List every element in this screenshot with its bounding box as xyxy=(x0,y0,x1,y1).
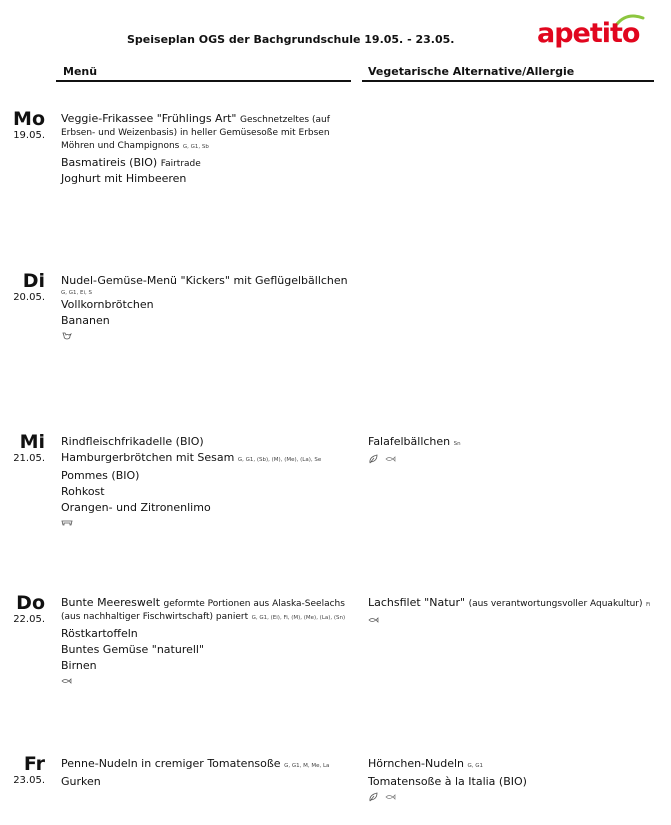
fish-icon xyxy=(385,794,396,800)
dish-allergens: G, G1, Ei, S xyxy=(61,290,93,296)
dish-icons xyxy=(61,330,351,342)
dish-name: Basmatireis (BIO) xyxy=(61,156,158,169)
dish-allergens: G, G1, (Sb), (M), (Me), (La), Se xyxy=(237,457,322,463)
dish xyxy=(61,273,351,297)
column-rule-menu xyxy=(56,80,351,82)
dish xyxy=(61,113,351,153)
menu-cell xyxy=(61,111,351,187)
logo-text: apetito xyxy=(537,18,640,49)
cow-icon xyxy=(61,519,73,527)
dish: Rindfleischfrikadelle (BIO) xyxy=(61,435,204,448)
fish-icon xyxy=(61,678,72,684)
dish-name: Nudel-Gemüse-Menü "Kickers" mit Geflügelbällchen xyxy=(61,274,348,287)
dish: Buntes Gemüse "naturell" xyxy=(61,643,205,656)
day-abbr: Mi xyxy=(19,431,45,453)
veg-cell xyxy=(368,756,658,803)
day-abbr: Fr xyxy=(23,753,45,775)
dish: Pommes (BIO) xyxy=(61,469,140,482)
dish xyxy=(368,595,658,613)
veg-cell xyxy=(368,434,658,465)
dish: Birnen xyxy=(61,659,97,672)
dish xyxy=(61,155,351,171)
dish-allergens: G, G1 xyxy=(467,763,484,769)
dish-name: Lachsfilet "Natur" xyxy=(368,596,466,609)
dish-icons xyxy=(368,791,658,803)
dish: Bananen xyxy=(61,314,110,327)
day-abbr: Di xyxy=(22,270,45,292)
fish-icon xyxy=(368,617,379,623)
column-rule-veg xyxy=(362,80,654,82)
dish: Röstkartoffeln xyxy=(61,627,138,640)
chicken-icon xyxy=(61,331,72,341)
dish xyxy=(61,450,351,468)
dish-name: Veggie-Frikassee "Frühlings Art" xyxy=(61,112,237,125)
dish-name: Hörnchen-Nudeln xyxy=(368,757,465,770)
day-abbr: Mo xyxy=(13,108,45,130)
dish-allergens: Sn xyxy=(453,441,461,447)
column-header-menu: Menü xyxy=(63,65,98,78)
dish-allergens: G, G1, M, Me, La xyxy=(284,763,330,769)
dish-name: Bunte Meereswelt xyxy=(61,596,161,609)
menu-cell xyxy=(61,595,351,687)
leaf-icon xyxy=(368,454,379,464)
menu-cell xyxy=(61,273,351,342)
dish-description: Geschnetzeltes (auf Erbsen- und Weizenbasis) in heller Gemüsesoße mit Erbsen Möhren und Champignons xyxy=(61,115,330,151)
dish-description: (aus verantwortungsvoller Aquakultur) xyxy=(468,599,643,609)
page-title: Speiseplan OGS der Bachgrundschule 19.05. - 23.05. xyxy=(127,33,455,46)
day-date: 23.05. xyxy=(13,775,45,786)
dish: Orangen- und Zitronenlimo xyxy=(61,501,211,514)
dish: Tomatensoße à la Italia (BIO) xyxy=(368,775,527,788)
day-abbr: Do xyxy=(16,592,45,614)
dish: Vollkornbrötchen xyxy=(61,298,154,311)
dish-description: Fairtrade xyxy=(160,159,201,169)
dish xyxy=(61,756,351,774)
dish xyxy=(368,756,658,774)
day-date: 19.05. xyxy=(13,130,45,141)
dish: Gurken xyxy=(61,775,101,788)
dish-icons xyxy=(61,675,351,687)
day-date: 20.05. xyxy=(13,292,45,303)
dish-allergens: Fi xyxy=(646,602,651,608)
dish-name: Penne-Nudeln in cremiger Tomatensoße xyxy=(61,757,281,770)
dish: Rohkost xyxy=(61,485,105,498)
dish-icons xyxy=(368,453,658,465)
day-date: 22.05. xyxy=(13,614,45,625)
dish-description: geformte Portionen aus Alaska-Seelachs (aus nachhaltiger Fischwirtschaft) paniert xyxy=(61,599,345,622)
menu-cell xyxy=(61,434,351,529)
dish xyxy=(61,597,351,624)
menu-cell xyxy=(61,756,351,790)
dish-name: Falafelbällchen xyxy=(368,435,451,448)
dish-name: Hamburgerbrötchen mit Sesam xyxy=(61,451,235,464)
dish-allergens: G, G1, Sb xyxy=(182,144,209,150)
leaf-icon xyxy=(368,792,379,802)
dish xyxy=(368,434,658,452)
dish-icons xyxy=(61,517,351,529)
veg-cell xyxy=(368,595,658,626)
dish-allergens: G, G1, (Ei), Fi, (M), (Me), (La), (Sn) xyxy=(251,615,346,621)
dish-icons xyxy=(368,614,658,626)
day-date: 21.05. xyxy=(13,453,45,464)
fish-icon xyxy=(385,456,396,462)
column-header-veg: Vegetarische Alternative/Allergie xyxy=(368,65,575,78)
dish: Joghurt mit Himbeeren xyxy=(61,172,187,185)
apetito-logo xyxy=(537,14,655,52)
